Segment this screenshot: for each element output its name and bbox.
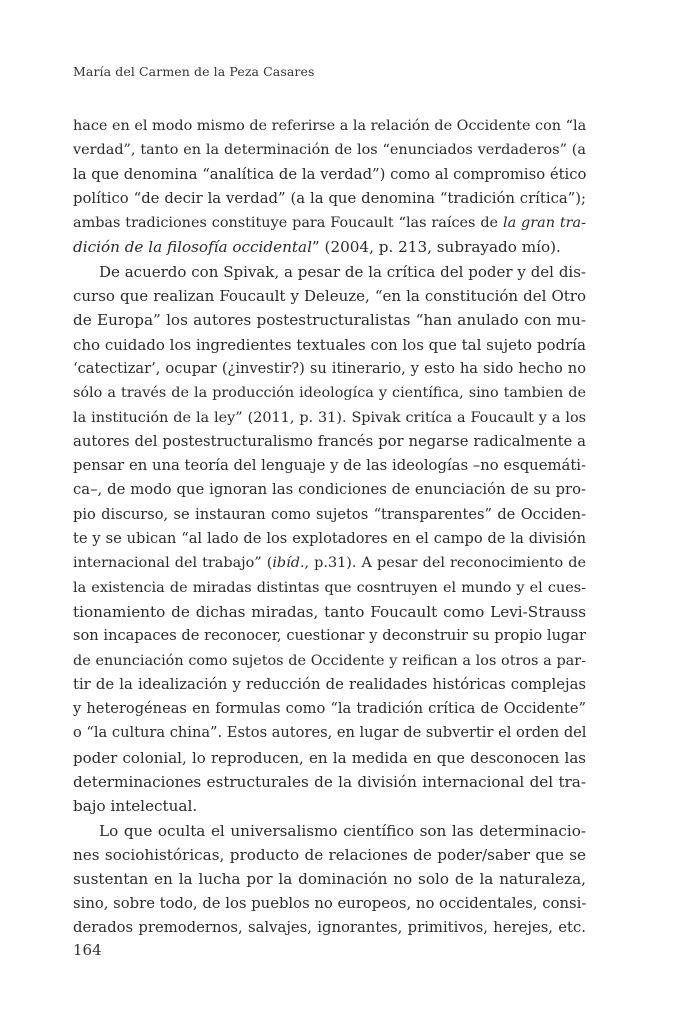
text-line: derados premodernos, salvajes, ignorantes, primitivos, herejes, etc.: [73, 918, 586, 936]
running-head-author: María del Carmen de la Peza Casares: [73, 64, 315, 79]
text-line: la que denomina “analítica de la verdad”) como al compromiso ético: [73, 165, 586, 183]
text-line: internacional del trabajo” (ibíd., p.31). A pesar del reconocimiento de: [73, 555, 586, 572]
text-line: son incapaces de reconocer, cuestionar y deconstruir su propio lugar: [73, 627, 586, 645]
text-line: la institución de la ley” (2011, p. 31). Spivak critíca a Foucault y a los: [73, 409, 586, 426]
italic-citation: ibíd.: [272, 555, 305, 572]
paragraph-start-line: De acuerdo con Spivak, a pesar de la crítica del poder y del dis-: [99, 262, 586, 281]
text-line: cho cuidado los ingredientes textuales con los que tal sujeto podría: [73, 335, 586, 354]
text-line: ambas tradiciones constituye para Foucault “las raíces de la gran tra-: [73, 215, 586, 232]
body-text: [73, 114, 586, 940]
text-line: de Europa” los autores postestructuralistas “han anulado con mu-: [73, 311, 586, 330]
text-line: dición de la filosofía occidental” (2004, p. 213, subrayado mío).: [73, 238, 561, 257]
text-line: sino, sobre todo, de los pueblos no europeos, no occidentales, consi-: [73, 894, 586, 912]
text-line: te y se ubican “al lado de los explotadores en el campo de la división: [73, 530, 586, 548]
text-line: verdad”, tanto en la determinación de los “enunciados verdaderos” (a: [73, 142, 586, 159]
text-line: pio discurso, se instauran como sujetos “transparentes” de Occiden-: [73, 505, 586, 523]
text-line: tir de la idealización y reducción de realidades históricas complejas: [73, 675, 586, 693]
text-line: sustentan en la lucha por la dominación no solo de la naturaleza,: [73, 870, 586, 889]
text-line: ca–, de modo que ignoran las condiciones de enunciación de su pro-: [73, 481, 586, 499]
text-line: pensar en una teoría del lenguaje y de las ideologías –no esquemáti-: [73, 457, 586, 475]
text-line: hace en el modo mismo de referirse a la relación de Occidente con “la: [73, 118, 586, 134]
text-line: de enunciación como sujetos de Occidente y reifican a los otros a par-: [73, 652, 586, 669]
text-line: y heterogéneas en formulas como “la tradición crítica de Occidente”: [73, 700, 586, 718]
italic-quote: dición de la filosofía occidental: [73, 238, 312, 257]
text-line: poder colonial, lo reproducen, en la medida en que desconocen las: [73, 748, 586, 767]
paragraph-start-line: Lo que oculta el universalismo científico son las determinacio-: [99, 821, 586, 840]
text-line: político “de decir la verdad” (a la que denomina “tradición crítica”);: [73, 189, 586, 207]
text-line: bajo intelectual.: [73, 797, 198, 816]
text-line: ‘catectizar’, ocupar (¿investir?) su itinerario, y esto ha sido hecho no: [73, 359, 586, 377]
text-line: la existencia de miradas distintas que cosntruyen el mundo y el cues-: [73, 579, 586, 596]
italic-quote: la gran tra-: [502, 215, 586, 232]
text-line: sólo a través de la producción ideologíca y científica, sino tambien de: [73, 385, 586, 402]
text-line: tionamiento de dichas miradas, tanto Foucault como Levi-Strauss: [73, 602, 586, 621]
text-line: determinaciones estructurales de la división internacional del tra-: [73, 773, 586, 792]
text-line: nes sociohistóricas, producto de relaciones de poder/saber que se: [73, 845, 586, 864]
text-line: o “la cultura china”. Estos autores, en lugar de subvertir el orden del: [73, 724, 586, 742]
page-number: 164: [73, 941, 102, 959]
text-line: curso que realizan Foucault y Deleuze, “en la constitución del Otro: [73, 287, 586, 306]
text-line: autores del postestructuralismo francés por negarse radicalmente a: [73, 432, 586, 450]
